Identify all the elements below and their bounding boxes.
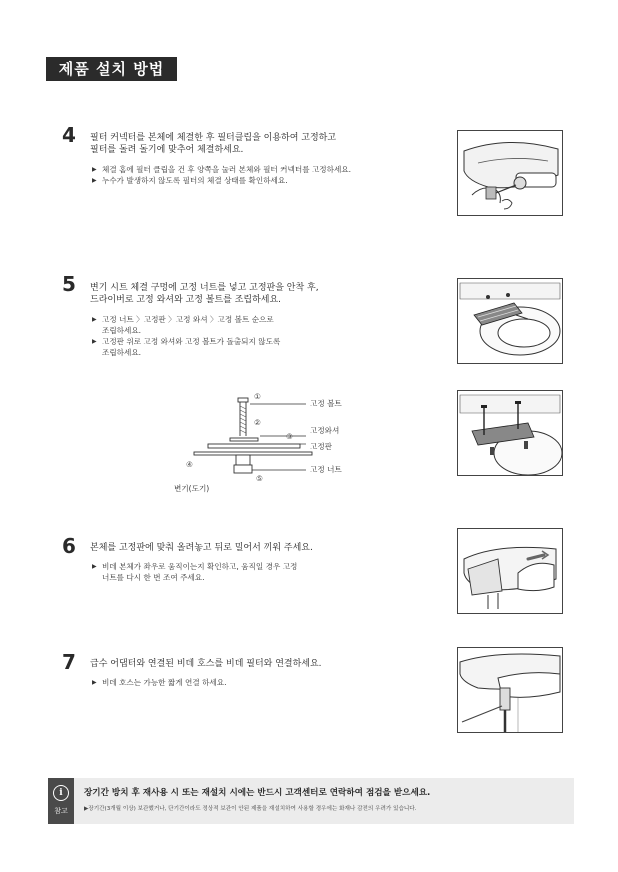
step-6-illustration bbox=[457, 528, 563, 614]
section-title: 제품 설치 방법 bbox=[46, 57, 177, 81]
assembly-diagram bbox=[160, 392, 380, 504]
step-4-line-1: 필터 커넥터를 본체에 체결한 후 필터클립을 이용하여 고정하고 bbox=[90, 133, 337, 143]
step-7-line-1: 급수 어댑터와 연결된 비데 호스를 비데 필터와 연결하세요. bbox=[90, 659, 322, 669]
step-4-notes bbox=[92, 164, 351, 186]
step-5-notes bbox=[92, 314, 280, 358]
label-fixing-nut: 고정 너트 bbox=[310, 465, 342, 474]
note-body: ▶장기간(3개월 이상) 보관했거나, 단기간이라도 정상적 보관이 안된 제품을 재설치하여 사용할 경우에는 화재나 감전의 우려가 있습니다. bbox=[84, 806, 417, 812]
step-7-instruction bbox=[90, 658, 322, 670]
label-fixing-bolt: 고정 볼트 bbox=[310, 399, 342, 408]
callout-4: ④ bbox=[186, 460, 193, 469]
step-5-note-1: ▶ 고정 너트 〉고정판 〉고정 와셔 〉고정 볼트 순으로 조립하세요. bbox=[92, 314, 280, 336]
step-5-note-2: ▶ 고정판 위로 고정 와셔와 고정 볼트가 돌출되지 않도록 조립하세요. bbox=[92, 336, 280, 358]
note-title: 장기간 방치 후 재사용 시 또는 재설치 시에는 반드시 고객센터로 연락하여 점검을 받으세요. bbox=[84, 788, 431, 798]
callout-3: ③ bbox=[286, 432, 293, 441]
step-6-number: 6 bbox=[62, 534, 76, 558]
step-7-note-1: ▶ 비데 호스는 가능한 짧게 연결 하세요. bbox=[92, 677, 227, 688]
caution-note bbox=[48, 778, 574, 824]
callout-5: ⑤ bbox=[256, 474, 263, 483]
step-6-notes bbox=[92, 561, 297, 583]
note-icon-box bbox=[48, 778, 74, 824]
note-label: 참고 bbox=[54, 807, 68, 815]
info-icon: i bbox=[53, 785, 69, 801]
step-5-line-1: 변기 시트 체결 구멍에 고정 너트를 넣고 고정판을 안착 후, bbox=[90, 283, 319, 293]
step-4-instruction bbox=[90, 132, 336, 156]
step-7-notes bbox=[92, 677, 227, 688]
step-6-line-1: 본체를 고정판에 맞춰 올려놓고 뒤로 밀어서 끼워 주세요. bbox=[90, 543, 313, 553]
step-5-instruction bbox=[90, 282, 319, 306]
step-4-line-2: 필터를 돌려 돌기에 맞추어 체결하세요. bbox=[90, 145, 244, 155]
callout-2: ② bbox=[254, 418, 261, 427]
step-4-number: 4 bbox=[62, 123, 76, 147]
step-5-line-2: 드라이버로 고정 와셔와 고정 볼트를 조립하세요. bbox=[90, 295, 282, 305]
step-6-note-1: ▶ 비데 본체가 좌우로 움직이는지 확인하고, 움직일 경우 고정 너트를 다시 한 번 조여 주세요. bbox=[92, 561, 297, 583]
step-6-instruction bbox=[90, 542, 313, 554]
step-5-illustration-seat bbox=[457, 278, 563, 364]
step-7-number: 7 bbox=[62, 650, 76, 674]
callout-1: ① bbox=[254, 392, 261, 401]
step-5-number: 5 bbox=[62, 272, 76, 296]
label-toilet-bowl: 변기(도기) bbox=[174, 484, 210, 493]
step-4-note-1: ▶ 체결 홈에 필터 클립을 건 후 양쪽을 눌러 본체와 필터 커넥터를 고정하세요. bbox=[92, 164, 351, 175]
step-5-illustration-bolts bbox=[457, 390, 563, 476]
label-fixing-washer: 고정와셔 bbox=[310, 426, 340, 435]
step-7-illustration bbox=[457, 647, 563, 733]
label-fixing-plate: 고정판 bbox=[310, 442, 333, 451]
step-4-note-2: ▶ 누수가 발생하지 않도록 필터의 체결 상태를 확인하세요. bbox=[92, 175, 351, 186]
step-4-illustration bbox=[457, 130, 563, 216]
